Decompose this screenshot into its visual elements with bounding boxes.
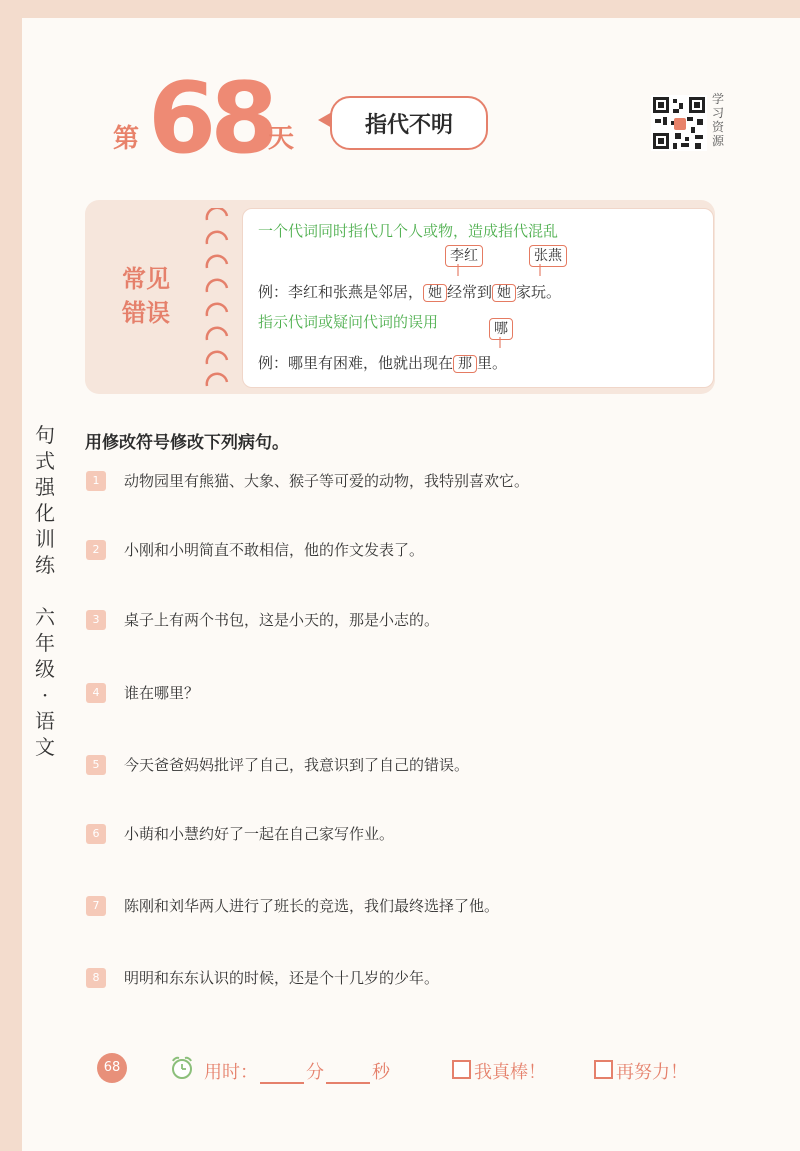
- question-text: 小萌和小慧约好了一起在自己家写作业。: [124, 825, 395, 843]
- question-number: 1: [86, 471, 106, 491]
- day-number: 68: [148, 62, 273, 176]
- question-number: 6: [86, 824, 106, 844]
- page-number: 68: [97, 1053, 127, 1083]
- question-text: 今天爸爸妈妈批评了自己，我意识到了自己的错误。: [124, 756, 470, 774]
- qr-caption: 学习资源: [712, 92, 725, 148]
- seconds-blank[interactable]: [326, 1066, 370, 1084]
- error-word-2: 她: [492, 284, 516, 302]
- self-rating-try-again[interactable]: 再努力！: [594, 1058, 688, 1084]
- side-vertical-title: 句 式 强 化 训 练 六 年 级 · 语 文: [35, 423, 55, 759]
- question-number: 8: [86, 968, 106, 988]
- day-suffix: 天: [268, 124, 295, 154]
- correction-arrow-2: [490, 337, 514, 349]
- question-number: 2: [86, 540, 106, 560]
- question-text: 陈刚和刘华两人进行了班长的竞选，我们最终选择了他。: [124, 897, 500, 915]
- question-text: 动物园里有熊猫、大象、猴子等可爱的动物，我特别喜欢它。: [124, 472, 530, 490]
- question-text: 桌子上有两个书包，这是小天的，那是小志的。: [124, 611, 440, 629]
- minutes-blank[interactable]: [260, 1066, 304, 1084]
- question-text: 明明和东东认识的时候，还是个十几岁的少年。: [124, 969, 440, 987]
- correction-tag-2: 张燕: [529, 245, 567, 267]
- correction-tag-3: 哪: [489, 318, 513, 340]
- error-word-3: 那: [453, 355, 477, 373]
- correction-arrows-1: [440, 264, 580, 278]
- correction-tag-1: 李红: [445, 245, 483, 267]
- question-text: 小刚和小明简直不敢相信，他的作文发表了。: [124, 541, 425, 559]
- qr-code-icon[interactable]: [651, 95, 707, 151]
- day-prefix: 第: [113, 124, 140, 154]
- question-number: 4: [86, 683, 106, 703]
- question-number: 7: [86, 896, 106, 916]
- error-word-1: 她: [423, 284, 447, 302]
- alarm-clock-icon: [170, 1055, 194, 1081]
- question-text: 谁在哪里？: [124, 684, 200, 702]
- great-checkbox[interactable]: [452, 1060, 471, 1079]
- self-rating-great[interactable]: 我真棒！: [452, 1058, 546, 1084]
- time-spent: 用时： 分 秒: [204, 1062, 390, 1083]
- binder-rings-icon: [203, 208, 233, 388]
- topic-badge: [330, 96, 488, 150]
- error-heading-1: 一个代词同时指代几个人或物，造成指代混乱: [258, 222, 559, 240]
- question-number: 3: [86, 610, 106, 630]
- error-heading-2: 指示代词或疑问代词的误用: [258, 313, 439, 331]
- error-example-1: 例：李红和张燕是邻居， 她 经常到 她 家玩。: [258, 283, 562, 301]
- exercise-instruction: 用修改符号修改下列病句。: [85, 433, 289, 453]
- topic-title: 指代不明: [364, 112, 453, 138]
- question-number: 5: [86, 755, 106, 775]
- try-again-checkbox[interactable]: [594, 1060, 613, 1079]
- common-errors-title: 常见 错误: [122, 265, 170, 327]
- error-example-2: 例：哪里有困难，他就出现在 那 里。: [258, 354, 508, 372]
